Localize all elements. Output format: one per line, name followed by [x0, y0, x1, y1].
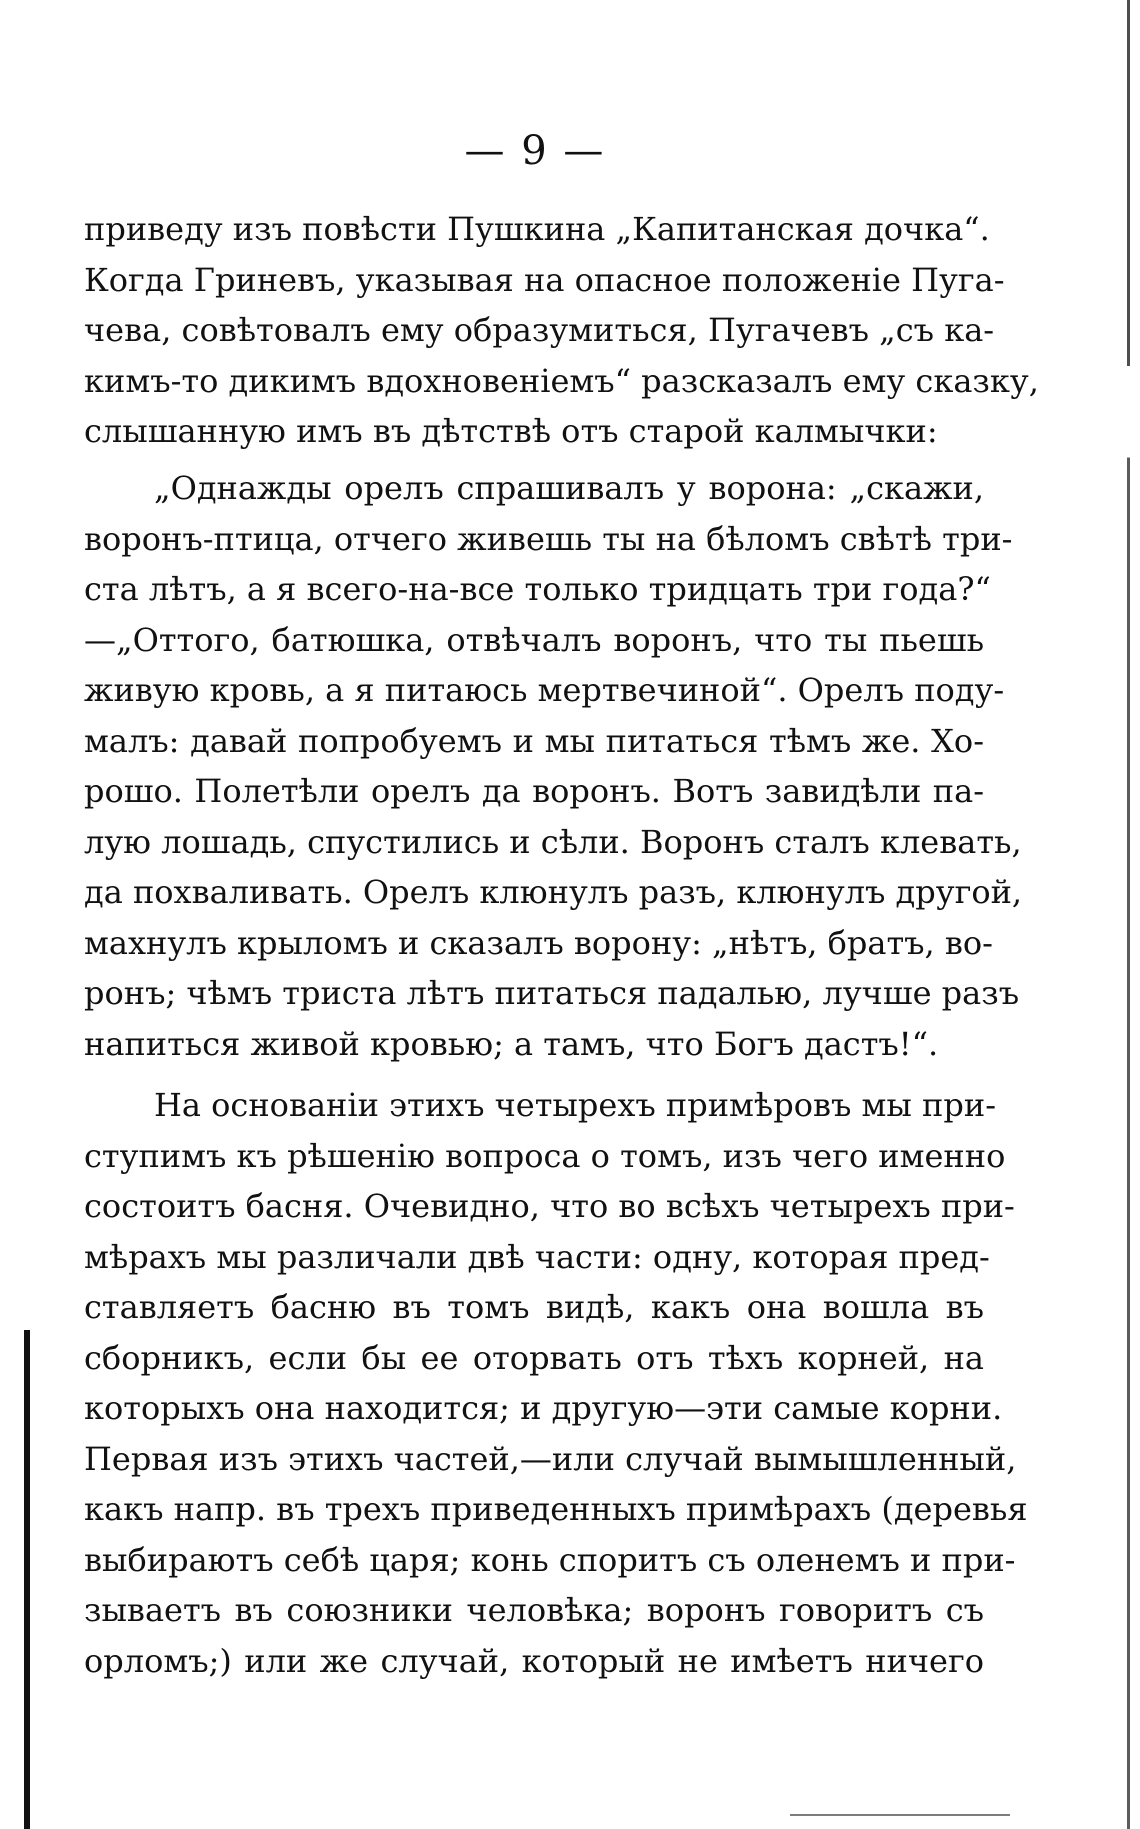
text-line: чева, совѣтовалъ ему образумиться, Пугачевъ „съ ка-: [84, 311, 995, 349]
text-line: рошо. Полетѣли орелъ да воронъ. Вотъ завидѣли па-: [84, 772, 984, 810]
paragraph-3: [84, 1080, 1028, 1686]
text-line: Первая изъ этихъ частей,—или случай вымышленный,: [84, 1439, 1017, 1478]
text-line: приведу изъ повѣсти Пушкина „Капитанская дочка“.: [84, 210, 990, 248]
scan-edge-left: [24, 1330, 30, 1829]
scan-edge-right: [1127, 0, 1130, 1829]
text-line: Когда Гриневъ, указывая на опасное положеніе Пуга-: [84, 260, 1005, 299]
text-line: живую кровь, а я питаюсь мертвечиной“. Орелъ поду-: [84, 671, 1005, 709]
text-line: кимъ-то дикимъ вдохновеніемъ“ разсказалъ ему сказку,: [84, 361, 1039, 400]
page-number: — 9 —: [464, 128, 606, 174]
text-line: На основаніи этихъ четырехъ примѣровъ мы при-: [154, 1086, 996, 1124]
text-line: состоитъ басня. Очевидно, что во всѣхъ четырехъ при-: [84, 1187, 1015, 1225]
text-line: слышанную имъ въ дѣтствѣ отъ старой калмычки:: [84, 412, 938, 450]
text-line: мѣрахъ мы различали двѣ части: одну, которая пред-: [84, 1237, 990, 1276]
text-line: воронъ-птица, отчего живешь ты на бѣломъ свѣтѣ три-: [84, 519, 1013, 558]
text-line: напиться живой кровью; а тамъ, что Богъ дастъ!“.: [84, 1024, 939, 1063]
text-line: какъ напр. въ трехъ приведенныхъ примѣрахъ (деревья: [84, 1490, 1028, 1528]
text-line: лую лошадь, спустились и сѣли. Воронъ сталъ клевать,: [84, 822, 1022, 861]
text-line: сборникъ, если бы ее оторвать отъ тѣхъ корней, на: [84, 1338, 984, 1377]
text-line: „Однажды орелъ спрашивалъ у ворона: „скажи,: [154, 469, 984, 507]
paragraph-2: [84, 463, 1023, 1069]
scan-bottom-mark: [790, 1814, 1010, 1816]
text-line: да похваливать. Орелъ клюнулъ разъ, клюнулъ другой,: [84, 873, 1023, 911]
text-line: орломъ;) или же случай, который не имѣетъ ничего: [84, 1641, 984, 1680]
paragraph-1: [84, 204, 1039, 457]
text-line: —„Оттого, батюшка, отвѣчалъ воронъ, что ты пьешь: [84, 620, 984, 659]
text-line: ставляетъ басню въ томъ видѣ, какъ она вошла въ: [84, 1288, 984, 1326]
text-line: ста лѣтъ, а я всего-на-все только тридцать три года?“: [84, 570, 991, 608]
text-line: ступимъ къ рѣшенію вопроса о томъ, изъ чего именно: [84, 1136, 1006, 1175]
text-line: махнулъ крыломъ и сказалъ ворону: „нѣтъ, братъ, во-: [84, 923, 993, 962]
text-line: зываетъ въ союзники человѣка; воронъ говоритъ съ: [84, 1591, 984, 1629]
text-line: ронъ; чѣмъ триста лѣтъ питаться падалью, лучше разъ: [84, 974, 1020, 1012]
text-line: которыхъ она находится; и другую—эти самые корни.: [84, 1389, 1003, 1427]
text-line: малъ: давай попробуемъ и мы питаться тѣмъ же. Хо-: [84, 721, 984, 760]
text-line: выбираютъ себѣ царя; конь споритъ съ оленемъ и при-: [84, 1540, 1016, 1579]
